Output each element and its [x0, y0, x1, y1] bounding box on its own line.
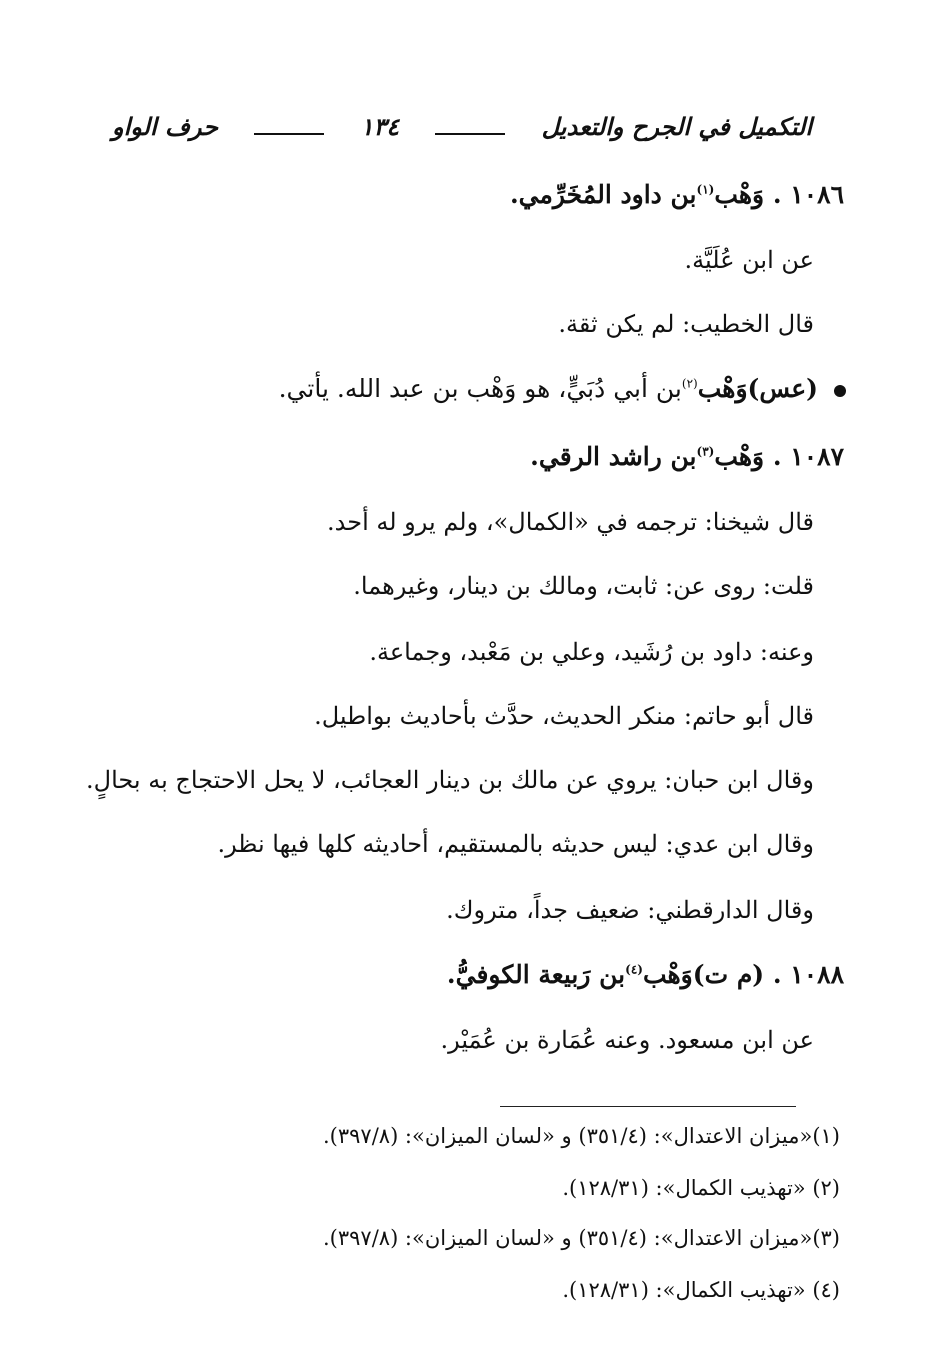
- text-line: قلت: روى عن: ثابت، ومالك بن دينار، وغيرهما.: [353, 572, 814, 600]
- book-title: التكميل في الجرح والتعديل: [541, 112, 812, 141]
- footnote-marker: (٢): [681, 376, 698, 391]
- bullet-icon: [834, 385, 846, 397]
- xref-name-start: (عس)وَهْب: [697, 374, 818, 403]
- text-line: قال أبو حاتم: منكر الحديث، حدَّث بأحاديث بواطيل.: [314, 702, 814, 730]
- text-line: وقال الدارقطني: ضعيف جداً، متروك.: [446, 896, 814, 924]
- entry-name-end: بن رَبيعة الكوفيُّ.: [446, 960, 626, 989]
- entry-name-end: بن داود المُخَرِّمي.: [509, 180, 697, 209]
- footnote-marker: (١): [696, 182, 715, 197]
- entry-1088-heading: [447, 960, 844, 989]
- footnote-marker: (٣): [696, 444, 715, 459]
- entry-1087-heading: [530, 442, 844, 471]
- running-header: [112, 112, 812, 141]
- footnote: (٢) «تهذيب الكمال»: (١٢٨/٣١).: [562, 1176, 840, 1200]
- footnote-divider: [500, 1106, 796, 1107]
- entry-name-start: وَهْب: [714, 180, 765, 209]
- text-line: وقال ابن حبان: يروي عن مالك بن دينار العجائب، لا يحل الاحتجاج به بحالٍ.: [86, 766, 814, 794]
- footnote-marker: (٤): [625, 962, 643, 977]
- text-line: قال الخطيب: لم يكن ثقة.: [558, 310, 814, 338]
- text-line: عن ابن مسعود. وعنه عُمَارة بن عُمَيْر.: [440, 1026, 814, 1054]
- header-rule-right: [435, 133, 505, 135]
- entry-number: ١٠٨٧ .: [772, 442, 844, 471]
- entry-number: ١٠٨٦ .: [772, 180, 844, 209]
- header-rule-left: [254, 133, 324, 135]
- text-line: وعنه: داود بن رُشَيد، وعلي بن مَعْبد، وجماعة.: [369, 638, 814, 666]
- text-line: وقال ابن عدي: ليس حديثه بالمستقيم، أحاديثه كلها فيها نظر.: [217, 830, 814, 858]
- footnote: (٤) «تهذيب الكمال»: (١٢٨/٣١).: [562, 1278, 840, 1302]
- footnote: (٣)«ميزان الاعتدال»: (٣٥١/٤) و «لسان الميزان»: (٣٩٧/٨).: [322, 1226, 840, 1250]
- text-line: عن ابن عُلَيَّة.: [684, 246, 814, 274]
- page-number: ١٣٤: [360, 112, 400, 141]
- entry-name-start: (م ت)وَهْب: [642, 960, 765, 989]
- entry-number: ١٠٨٨ .: [772, 960, 844, 989]
- entry-name-end: بن راشد الرقي.: [530, 442, 697, 471]
- entry-1086-heading: [510, 180, 844, 209]
- footnote: (١)«ميزان الاعتدال»: (٣٥١/٤) و «لسان الميزان»: (٣٩٧/٨).: [322, 1124, 840, 1148]
- xref-text: بن أبي دُبَيٍّ، هو وَهْب بن عبد الله. يأتي.: [278, 374, 682, 403]
- entry-name-start: وَهْب: [714, 442, 765, 471]
- section-title: حرف الواو: [112, 112, 218, 141]
- cross-reference-line: [279, 374, 846, 403]
- text-line: قال شيخنا: ترجمه في «الكمال»، ولم يرو له أحد.: [327, 508, 814, 536]
